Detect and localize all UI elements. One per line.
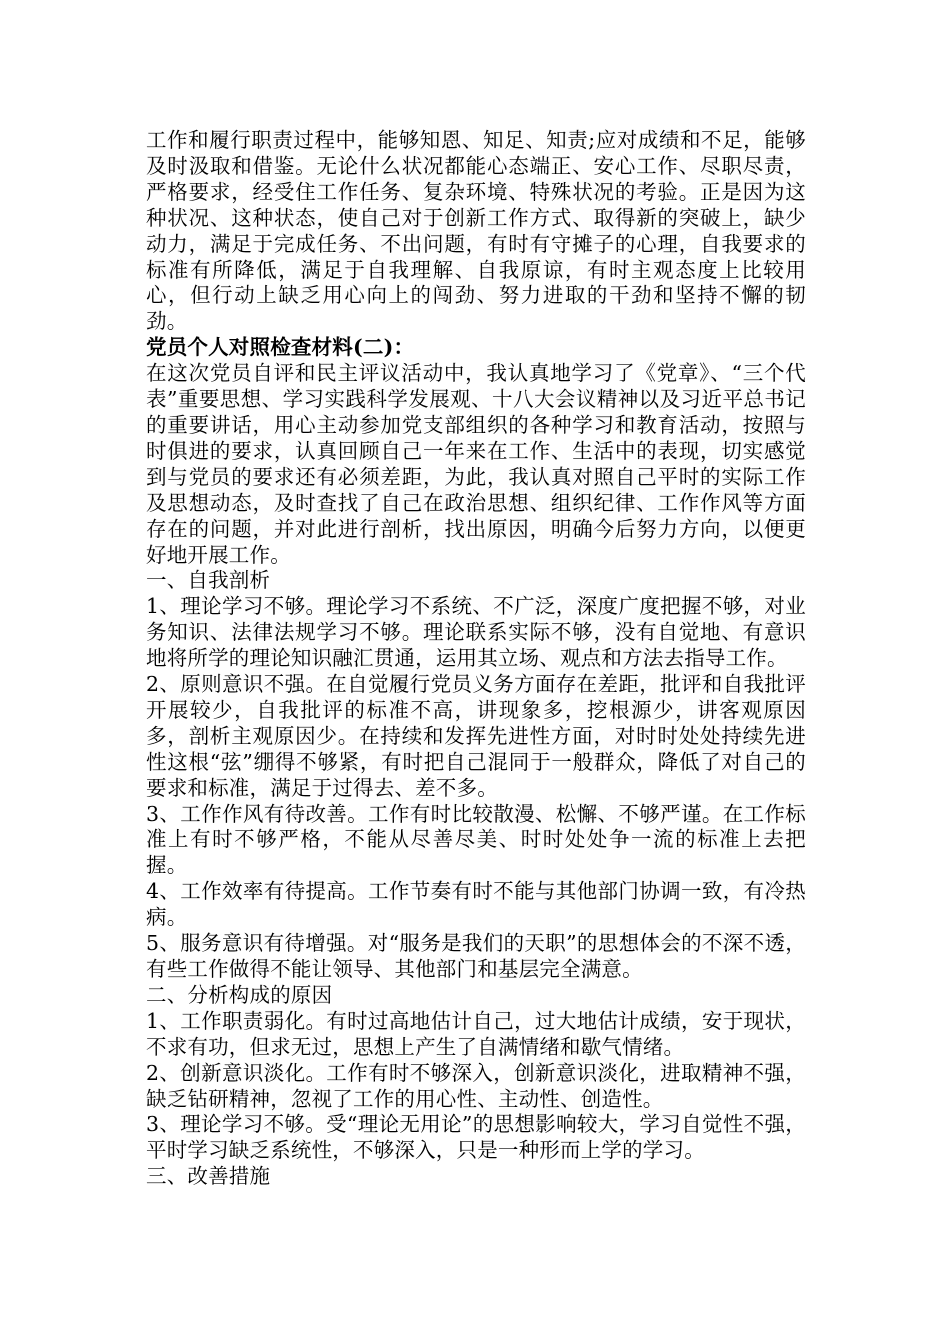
heading-cause-analysis: 二、分析构成的原因 (146, 982, 333, 1007)
list-item-theory-learning: 3、理论学习不够。受“理论无用论”的思想影响较大，学习自觉性不强，平时学习缺乏系统性，不够深入，只是一种形而上学的学习。 (146, 1112, 806, 1163)
list-item-principle-awareness: 2、原则意识不强。在自觉履行党员义务方面存在差距，批评和自我批评开展较少，自我批评的标准不高，讲现象多，挖根源少，讲客观原因多，剖析主观原因少。在持续和发挥先进性方面，对时时处处持续先进性这根“弦”绷得不够紧，有时把自己混同于一般群众，降低了对自己的要求和标准，满足于过得去、差不多。 (146, 672, 806, 800)
paragraph-material-two-intro: 在这次党员自评和民主评议活动中，我认真地学习了《党章》、“三个代表”重要思想、学习实践科学发展观、十八大会议精神以及习近平总书记的重要讲话，用心主动参加党支部组织的各种学习和教育活动，按照与时俱进的要求，认真回顾自己一年来在工作、生活中的表现，切实感觉到与党员的要求还有必须差距，为此，我认真对照自己平时的实际工作及思想动态，及时查找了自己在政治思想、组织纪律、工作作风等方面存在的问题，并对此进行剖析，找出原因，明确今后努力方向，以便更好地开展工作。 (146, 361, 806, 567)
list-item-theory-study: 1、理论学习不够。理论学习不系统、不广泛，深度广度把握不够，对业务知识、法律法规学习不够。理论联系实际不够，没有自觉地、有意识地将所学的理论知识融汇贯通，运用其立场、观点和方法去指导工作。 (146, 594, 806, 671)
heading-improvement-measures: 三、改善措施 (146, 1164, 271, 1189)
list-item-responsibility: 1、工作职责弱化。有时过高地估计自己，过大地估计成绩，安于现状，不求有功，但求无过，思想上产生了自满情绪和歇气情绪。 (146, 1008, 806, 1059)
paragraph-intro-continuation: 工作和履行职责过程中，能够知恩、知足、知责;应对成绩和不足，能够及时汲取和借鉴。无论什么状况都能心态端正、安心工作、尽职尽责，严格要求，经受住工作任务、复杂环境、特殊状况的考验。正是因为这种状况、这种状态，使自己对于创新工作方式、取得新的突破上，缺少动力，满足于完成任务、不出问题，有时有守摊子的心理，自我要求的标准有所降低，满足于自我理解、自我原谅，有时主观态度上比较用心，但行动上缺乏用心向上的闯劲、努力进取的干劲和坚持不懈的韧劲。 (146, 128, 806, 334)
list-item-service-awareness: 5、服务意识有待增强。对“服务是我们的天职”的思想体会的不深不透，有些工作做得不能让领导、其他部门和基层完全满意。 (146, 931, 806, 981)
section-heading-material-two: 党员个人对照检查材料(二)： (146, 335, 415, 360)
list-item-innovation: 2、创新意识淡化。工作有时不够深入，创新意识淡化，进取精神不强，缺乏钻研精神，忽视了工作的用心性、主动性、创造性。 (146, 1060, 806, 1111)
list-item-work-efficiency: 4、工作效率有待提高。工作节奏有时不能与其他部门协调一致，有冷热病。 (146, 879, 806, 930)
list-item-work-style: 3、工作作风有待改善。工作有时比较散漫、松懈、不够严谨。在工作标准上有时不够严格，不能从尽善尽美、时时处处争一流的标准上去把握。 (146, 801, 806, 878)
document-body (146, 128, 806, 1190)
heading-self-analysis: 一、自我剖析 (146, 568, 271, 593)
